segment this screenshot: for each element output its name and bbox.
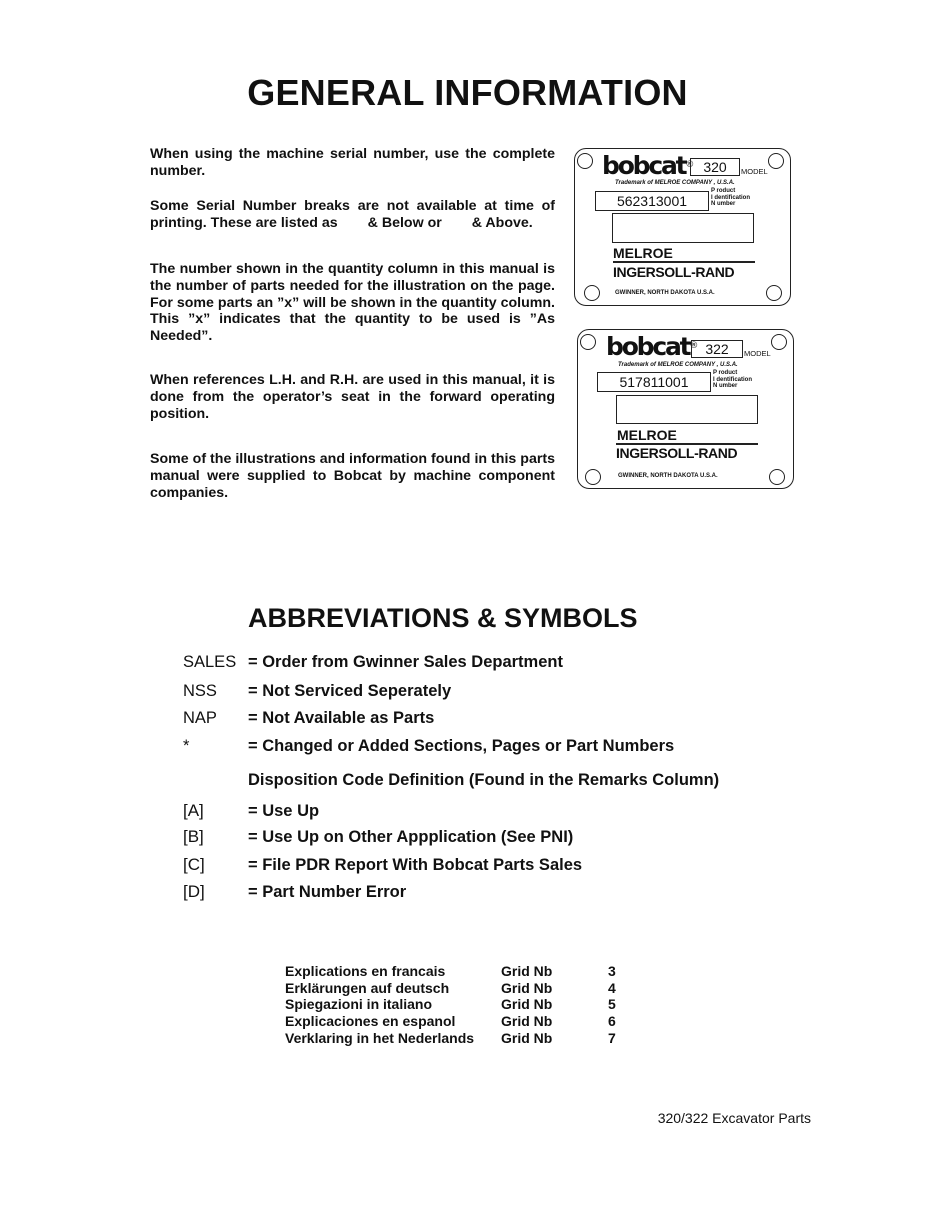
grid-number: 7 [608, 1030, 616, 1046]
language-name: Explicaciones en espanol [285, 1013, 456, 1029]
grid-label: Grid Nb [501, 1030, 553, 1046]
abbreviation-key: NSS [183, 682, 217, 700]
serial-plate-322 [577, 329, 794, 489]
abbreviations-heading: ABBREVIATIONS & SYMBOLS [248, 603, 638, 633]
above-label: & Above. [471, 214, 533, 231]
pin-label: P roduct I dentification N umber [713, 370, 752, 389]
trademark-line: Trademark of MELROE COMPANY , U.S.A. [615, 180, 735, 186]
paragraph-lh-rh: When references L.H. and R.H. are used in this manual, it is done from the operator’s seat in the forward operating position. [150, 372, 555, 422]
mounting-hole-icon [585, 469, 601, 485]
below-label: & Below or [367, 214, 442, 231]
grid-number: 6 [608, 1013, 616, 1029]
grid-label: Grid Nb [501, 1013, 553, 1029]
disposition-code-definition: = File PDR Report With Bobcat Parts Sales [248, 856, 583, 874]
disposition-code-definition: = Use Up on Other Appplication (See PNI) [248, 828, 574, 846]
melroe-label: MELROE [617, 427, 677, 443]
paragraph-serial-breaks [150, 198, 555, 232]
grid-label: Grid Nb [501, 963, 553, 979]
disposition-code-definition: = Part Number Error [248, 883, 407, 901]
language-name: Explications en francais [285, 963, 446, 979]
serial-number-box: 562313001 [595, 191, 709, 211]
paragraph-quantity: The number shown in the quantity column in this manual is the number of parts needed for the illustration on the page. For some parts an ”x” will be shown in the quantity column. This ”x” indicates that the quantity to be used is ”As Needed”. [150, 261, 555, 345]
abbreviation-definition: = Changed or Added Sections, Pages or Part Numbers [248, 737, 675, 755]
grid-label: Grid Nb [501, 996, 553, 1012]
disposition-code-heading: Disposition Code Definition (Found in the Remarks Column) [248, 771, 720, 789]
disposition-code-key: [B] [183, 827, 204, 846]
serial-number-box: 517811001 [597, 372, 711, 392]
disposition-code-key: [D] [183, 882, 205, 901]
blank-field-box [612, 213, 754, 243]
mounting-hole-icon [577, 153, 593, 169]
mounting-hole-icon [580, 334, 596, 350]
model-number-box: 320 [690, 158, 740, 176]
paragraph-serial-number: When using the machine serial number, use the complete number. [150, 146, 555, 179]
grid-number: 5 [608, 996, 616, 1012]
grid-number: 3 [608, 963, 616, 979]
plate-address: GWINNER, NORTH DAKOTA U.S.A. [615, 290, 715, 296]
mounting-hole-icon [768, 153, 784, 169]
grid-label: Grid Nb [501, 980, 553, 996]
ingersoll-rand-label: INGERSOLL-RAND [613, 264, 735, 280]
asterisk-symbol: * [183, 737, 190, 755]
disposition-code-key: [A] [183, 801, 204, 820]
model-label: MODEL [741, 167, 768, 176]
mounting-hole-icon [769, 469, 785, 485]
model-number-box: 322 [691, 340, 743, 358]
disposition-code-definition: = Use Up [248, 802, 320, 820]
divider [613, 261, 755, 263]
bobcat-logo: bobcat® [606, 332, 699, 361]
mounting-hole-icon [584, 285, 600, 301]
disposition-code-key: [C] [183, 855, 205, 874]
melroe-label: MELROE [613, 245, 673, 261]
page-footer: 320/322 Excavator Parts [657, 1110, 811, 1126]
serial-plate-320 [574, 148, 791, 306]
pin-label: P roduct I dentification N umber [711, 188, 750, 207]
plate-address: GWINNER, NORTH DAKOTA U.S.A. [618, 473, 718, 479]
paragraph-suppliers: Some of the illustrations and information found in this parts manual were supplied to Bobcat by machine component companies. [150, 451, 555, 501]
abbreviation-key: SALES [183, 653, 237, 671]
serial-breaks-text: Some Serial Number breaks are not available at time of printing. These are listed as [150, 198, 555, 231]
mounting-hole-icon [771, 334, 787, 350]
bobcat-logo: bobcat® [602, 151, 695, 180]
abbreviation-definition: = Not Serviced Seperately [248, 682, 452, 700]
page-title: GENERAL INFORMATION [247, 72, 688, 113]
abbreviation-definition: = Not Available as Parts [248, 709, 435, 727]
grid-number: 4 [608, 980, 616, 996]
language-name: Verklaring in het Nederlands [285, 1030, 475, 1046]
mounting-hole-icon [766, 285, 782, 301]
ingersoll-rand-label: INGERSOLL-RAND [616, 445, 738, 461]
abbreviation-definition: = Order from Gwinner Sales Department [248, 653, 563, 671]
model-label: MODEL [744, 349, 771, 358]
trademark-line: Trademark of MELROE COMPANY , U.S.A. [618, 362, 738, 368]
abbreviation-key: NAP [183, 709, 217, 727]
language-name: Erklärungen auf deutsch [285, 980, 450, 996]
language-name: Spiegazioni in italiano [285, 996, 433, 1012]
blank-field-box [616, 395, 758, 424]
